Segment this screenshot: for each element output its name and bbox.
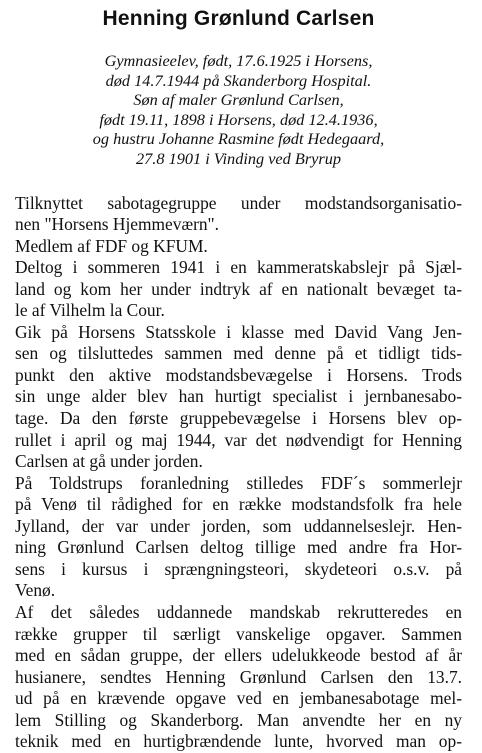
biography-block bbox=[15, 51, 462, 169]
bio-line: Gymnasieelev, født, 17.6.1925 i Horsens, bbox=[104, 51, 373, 70]
body-line: på Venø til rådighed for en række modstandsfolk fra hele bbox=[15, 494, 462, 515]
page-title: Henning Grønlund Carlsen bbox=[102, 7, 375, 30]
bio-line: 27.8 1901 i Vinding ved Bryrup bbox=[136, 148, 341, 168]
body-line: teknik med en hurtigbrændende lunte, hvorved man op- bbox=[15, 731, 462, 752]
body-line: sen og tilsluttedes sammen med denne på et tidligt tids- bbox=[15, 343, 462, 364]
body-line: le af Vilhelm la Cour. bbox=[15, 300, 165, 321]
bio-line: Søn af maler Grønlund Carlsen, bbox=[133, 90, 344, 110]
body-line: Gik på Horsens Statsskole i klasse med David Vang Jen- bbox=[15, 321, 462, 342]
body-line: ning Grønlund Carlsen deltog tillige med andre fra Hor- bbox=[15, 537, 462, 558]
body-line: Af det således uddannede mandskab rekrutteredes en bbox=[15, 601, 462, 622]
body-line: tage. Da den første gruppebevægelse i Horsens blev op- bbox=[15, 408, 462, 429]
bio-line: død 14.7.1944 på Skanderborg Hospital. bbox=[105, 70, 372, 90]
body-line: rullet i april og maj 1944, var det nødvendigt for Henning bbox=[15, 429, 462, 450]
body-line: land og kom her under indtryk af en nationalt bevæget ta- bbox=[15, 278, 462, 299]
body-line: sens i kursus i sprængningsteori, skydeteori o.s.v. på bbox=[15, 558, 462, 579]
body-line: sin unge alder blev han hurtigt specialist i jernbanesabo- bbox=[15, 386, 462, 407]
body-line: Carlsen at gå under jorden. bbox=[15, 451, 203, 472]
body-line: Jylland, der var under jorden, som uddannelseslejr. Hen- bbox=[15, 515, 462, 536]
body-line: Venø. bbox=[15, 580, 56, 601]
body-line: med en sådan gruppe, der ellers udelukkeode bestod af år bbox=[15, 645, 462, 666]
body-line: husianere, sendtes Henning Grønlund Carlsen den 13.7. bbox=[15, 666, 462, 687]
bio-line: født 19.11, 1898 i Horsens, død 12.4.1936, bbox=[99, 109, 378, 129]
body-line: Deltog i sommeren 1941 i en kammeratskabslejr på Sjæl- bbox=[15, 257, 462, 278]
body-line: Medlem af FDF og KFUM. bbox=[15, 235, 208, 256]
bio-line: og hustru Johanne Rasmine født Hedegaard, bbox=[92, 129, 385, 149]
body-line: række grupper til særligt vanskelige opgaver. Sammen bbox=[15, 623, 462, 644]
body-line: punkt den aktive modstandsbevægelse i Horsens. Trods bbox=[15, 364, 462, 385]
body-line: På Toldstrups foranledning stilledes FDF´s sommerlejr bbox=[15, 472, 462, 493]
body-line: lem Stilling og Skanderborg. Man anvendte her en ny bbox=[15, 709, 462, 730]
body-text bbox=[15, 193, 462, 753]
body-line: Tilknyttet sabotagegruppe under modstandsorganisatio- bbox=[15, 192, 462, 213]
body-line: ud på en krævende opgave ved en jembanesabotage mel- bbox=[15, 688, 462, 709]
body-line: nen "Horsens Hjemmeværn". bbox=[15, 214, 220, 235]
